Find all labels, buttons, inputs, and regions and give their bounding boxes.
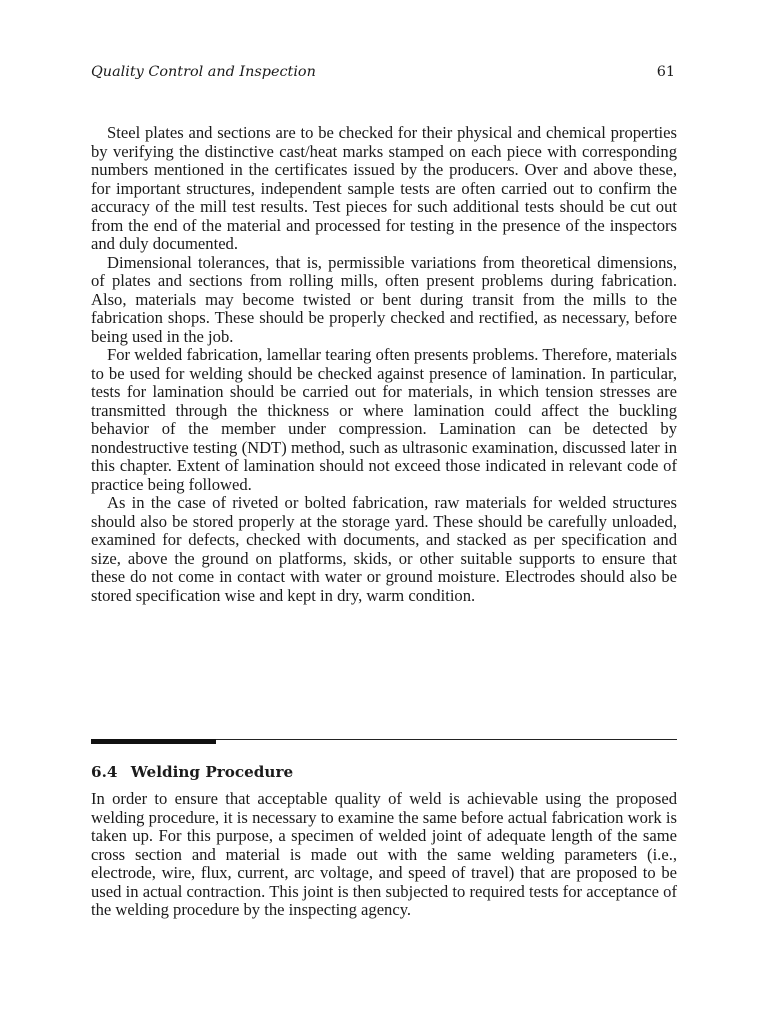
- paragraph: As in the case of riveted or bolted fabrication, raw materials for welded structures should also be stored properly at the storage yard. These should be carefully unloaded, examined for defects, checked with documents, and stacked as per specification and size, above the ground on platforms, skids, or other suitable supports to ensure that these do not come in contact with water or ground moisture. Electrodes should also be stored specification wise and kept in dry, warm condition.: [91, 493, 677, 605]
- section-divider-accent: [91, 739, 216, 744]
- section-title: Welding Procedure: [130, 763, 294, 781]
- section-divider: [91, 739, 677, 740]
- running-head-title: Quality Control and Inspection: [91, 64, 316, 80]
- running-head: [91, 62, 677, 82]
- section-text: [91, 790, 677, 920]
- paragraph: For welded fabrication, lamellar tearing often presents problems. Therefore, materials to be used for welding should be checked against presence of lamination. In particular, tests for lamination should be carried out for materials, in which tension stresses are transmitted through the thickness or where lamination could affect the buckling behavior of the member under compression. Lamination can be detected by nondestructive testing (NDT) method, such as ultrasonic examination, discussed later in this chapter. Extent of lamination should not exceed those indicated in relevant code of practice being followed.: [91, 345, 677, 494]
- paragraph: Steel plates and sections are to be checked for their physical and chemical properties by verifying the distinctive cast/heat marks stamped on each piece with corresponding numbers mentioned in the certificates issued by the producers. Over and above these, for important structures, independent sample tests are often carried out to confirm the accuracy of the mill test results. Test pieces for such additional tests should be cut out from the end of the material and processed for testing in the presence of the inspectors and duly documented.: [91, 123, 677, 253]
- paragraph: In order to ensure that acceptable quality of weld is achievable using the proposed welding procedure, it is necessary to examine the same before actual fabrication work is taken up. For this purpose, a specimen of welded joint of adequate length of the same cross section and material is made out with the same welding parameters (i.e., electrode, wire, flux, current, arc voltage, and speed of travel) that are proposed to be used in actual contraction. This joint is then subjected to required tests for acceptance of the welding procedure by the inspecting agency.: [91, 789, 677, 919]
- paragraph: Dimensional tolerances, that is, permissible variations from theoretical dimensions, of plates and sections from rolling mills, often present problems during fabrication. Also, materials may become twisted or bent during transit from the mills to the fabrication shops. These should be properly checked and rectified, as necessary, before being used in the job.: [91, 252, 677, 346]
- section-heading: [91, 762, 677, 782]
- page-number: 61: [656, 64, 675, 80]
- section-number: 6.4: [91, 763, 118, 781]
- body-text: [91, 124, 677, 605]
